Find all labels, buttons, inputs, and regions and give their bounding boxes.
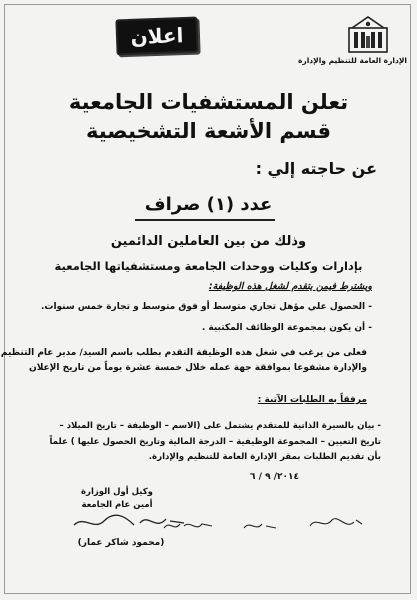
needs-label: عن حاجته إلي : bbox=[255, 159, 377, 178]
university-logo-icon bbox=[346, 14, 390, 54]
signatory-title-1: وكيل أول الوزارة bbox=[81, 487, 153, 497]
signatory-title-2: أمين عام الجامعة bbox=[81, 500, 153, 510]
position-count: عدد (١) صراف bbox=[144, 194, 273, 215]
initials-scribble bbox=[306, 514, 366, 532]
position-underline bbox=[135, 219, 275, 221]
signatory-name: (محمود شاكر عمار) bbox=[77, 538, 165, 548]
eligibility-line-2: بإدارات وكليات ووحدات الجامعة ومستشفياتها الجامعية bbox=[54, 259, 363, 273]
organization-name: الإدارة العامة للتنظيم والإدارة bbox=[297, 56, 407, 65]
initials-scribble bbox=[160, 518, 220, 534]
initials-scribble bbox=[240, 518, 280, 534]
title-line-1: تعلن المستشفيات الجامعية bbox=[68, 90, 349, 114]
application-line-2: والإدارة مشفوعا بموافقة جهة عمله خلال خمسة عشرة يوماً من تاريخ الإعلان bbox=[29, 363, 367, 373]
condition-item: - أن يكون بمجموعة الوظائف المكتبية . bbox=[201, 323, 372, 333]
requirement-line-3: بأن تقديم الطلبات بمقر الإدارة العامة للتنظيم والإدارة. bbox=[148, 452, 381, 462]
condition-item: - الحصول علي مؤهل تجاري متوسط أو فوق متوسط و تجارة خمس سنوات. bbox=[40, 302, 372, 312]
announcement-badge bbox=[115, 17, 198, 56]
badge-text: اعلان bbox=[130, 23, 184, 49]
conditions-heading: ويشترط فيمن يتقدم لشغل هذه الوظيفة: bbox=[208, 281, 372, 292]
eligibility-line-1: وذلك من بين العاملين الدائمين bbox=[110, 234, 307, 249]
requirement-line-2: تاريخ التعيين – المجموعة الوظيفية – الدرجة المالية وتاريخ الحصول عليها ) علماً bbox=[49, 437, 381, 447]
title-line-2: قسم الأشعة التشخيصية bbox=[85, 119, 332, 143]
issue-date: ٢٠١٤/ ٩ / ٦ bbox=[250, 472, 299, 482]
application-line-1: فعلى من يرغب في شغل هذه الوظيفة التقدم بطلب باسم السيد/ مدير عام التنظيم bbox=[0, 348, 367, 358]
requirement-line-1: - بيان بالسيرة الذاتية للمتقدم يشتمل على (الاسم – الوظيفة – تاريخ الميلاد – bbox=[59, 421, 381, 431]
attachments-heading: مرفقاً به الطلبات الآتية : bbox=[257, 395, 367, 405]
